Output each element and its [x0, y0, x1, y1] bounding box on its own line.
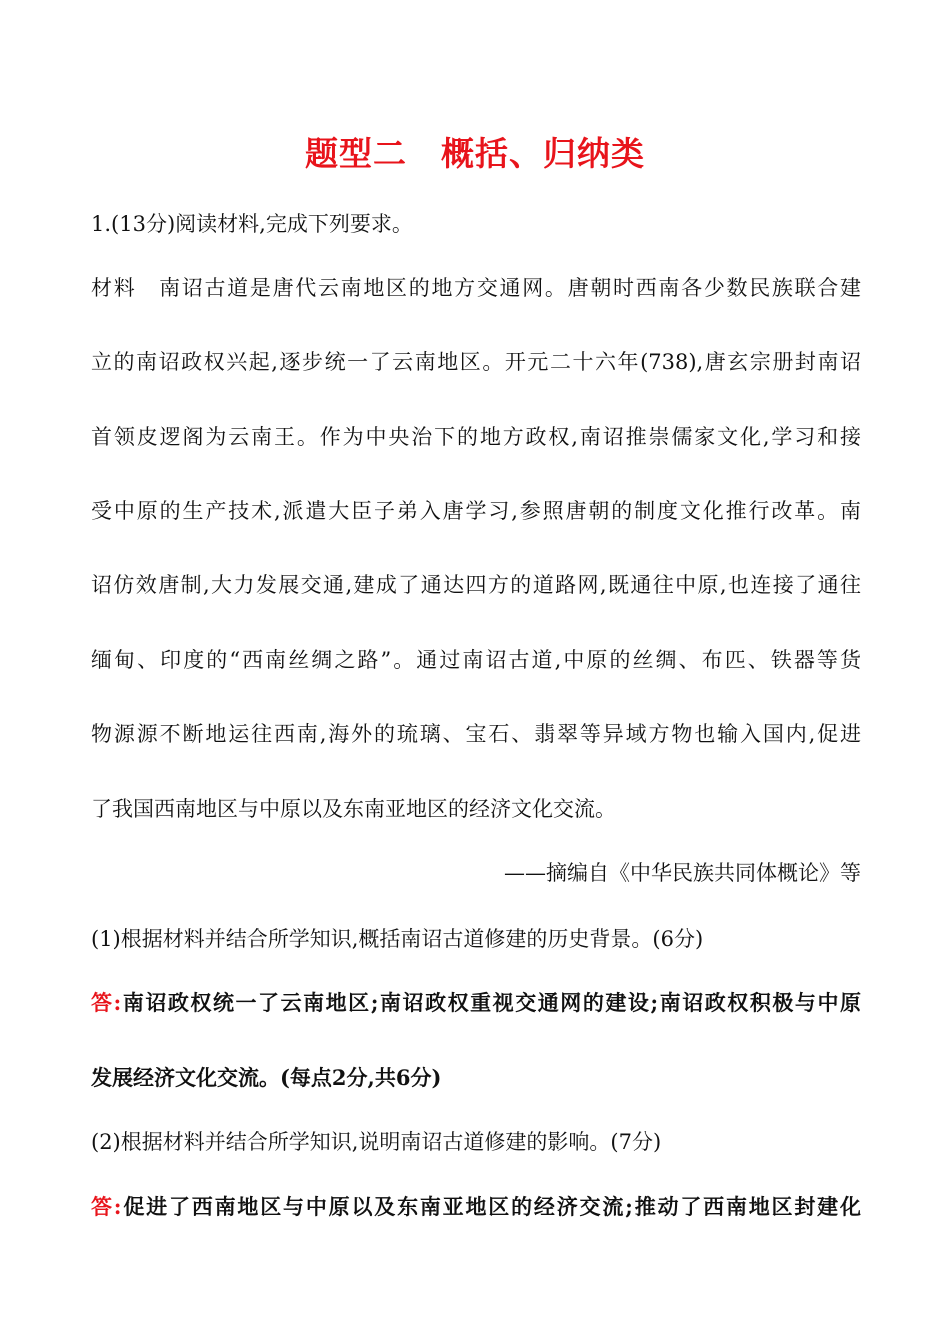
material-source: ——摘编自《中华民族共同体概论》等: [504, 861, 861, 885]
sub-question-2: (2)根据材料并结合所学知识,说明南诏古道修建的影响。(7分): [91, 1130, 662, 1154]
material-line-4: 受中原的生产技术,派遣大臣子弟入唐学习,参照唐朝的制度文化推行改革。南: [91, 499, 861, 523]
sub-question-1: (1)根据材料并结合所学知识,概括南诏古道修建的历史背景。(6分): [91, 927, 704, 951]
material-line-5: 诏仿效唐制,大力发展交通,建成了通达四方的道路网,既通往中原,也连接了通往: [91, 573, 861, 597]
answer-1-label: 答:: [91, 990, 122, 1015]
material-line-1: 材料 南诏古道是唐代云南地区的地方交通网。唐朝时西南各少数民族联合建: [91, 276, 861, 300]
material-line-3: 首领皮逻阁为云南王。作为中央治下的地方政权,南诏推崇儒家文化,学习和接: [91, 425, 861, 449]
material-line-6: 缅甸、印度的“西南丝绸之路”。通过南诏古道,中原的丝绸、布匹、铁器等货: [91, 648, 861, 672]
answer-1-line-2: 发展经济文化交流。(每点2分,共6分): [91, 1065, 442, 1090]
material-line-2: 立的南诏政权兴起,逐步统一了云南地区。开元二十六年(738),唐玄宗册封南诏: [91, 350, 861, 374]
material-line-7: 物源源不断地运往西南,海外的琉璃、宝石、翡翠等异域方物也输入国内,促进: [91, 722, 861, 746]
answer-2-text-1: 促进了西南地区与中原以及东南亚地区的经济交流;推动了西南地区封建化: [121, 1194, 861, 1219]
answer-2-line-1: [91, 1193, 861, 1221]
answer-1-text-1: 南诏政权统一了云南地区;南诏政权重视交通网的建设;南诏政权积极与中原: [121, 990, 861, 1015]
section-title: 题型二 概括、归纳类: [305, 134, 645, 173]
question-1-header: 1.(13分)阅读材料,完成下列要求。: [91, 212, 413, 236]
material-line-8: 了我国西南地区与中原以及东南亚地区的经济文化交流。: [91, 797, 616, 821]
answer-1-line-1: [91, 989, 861, 1017]
answer-2-label: 答:: [91, 1194, 122, 1219]
